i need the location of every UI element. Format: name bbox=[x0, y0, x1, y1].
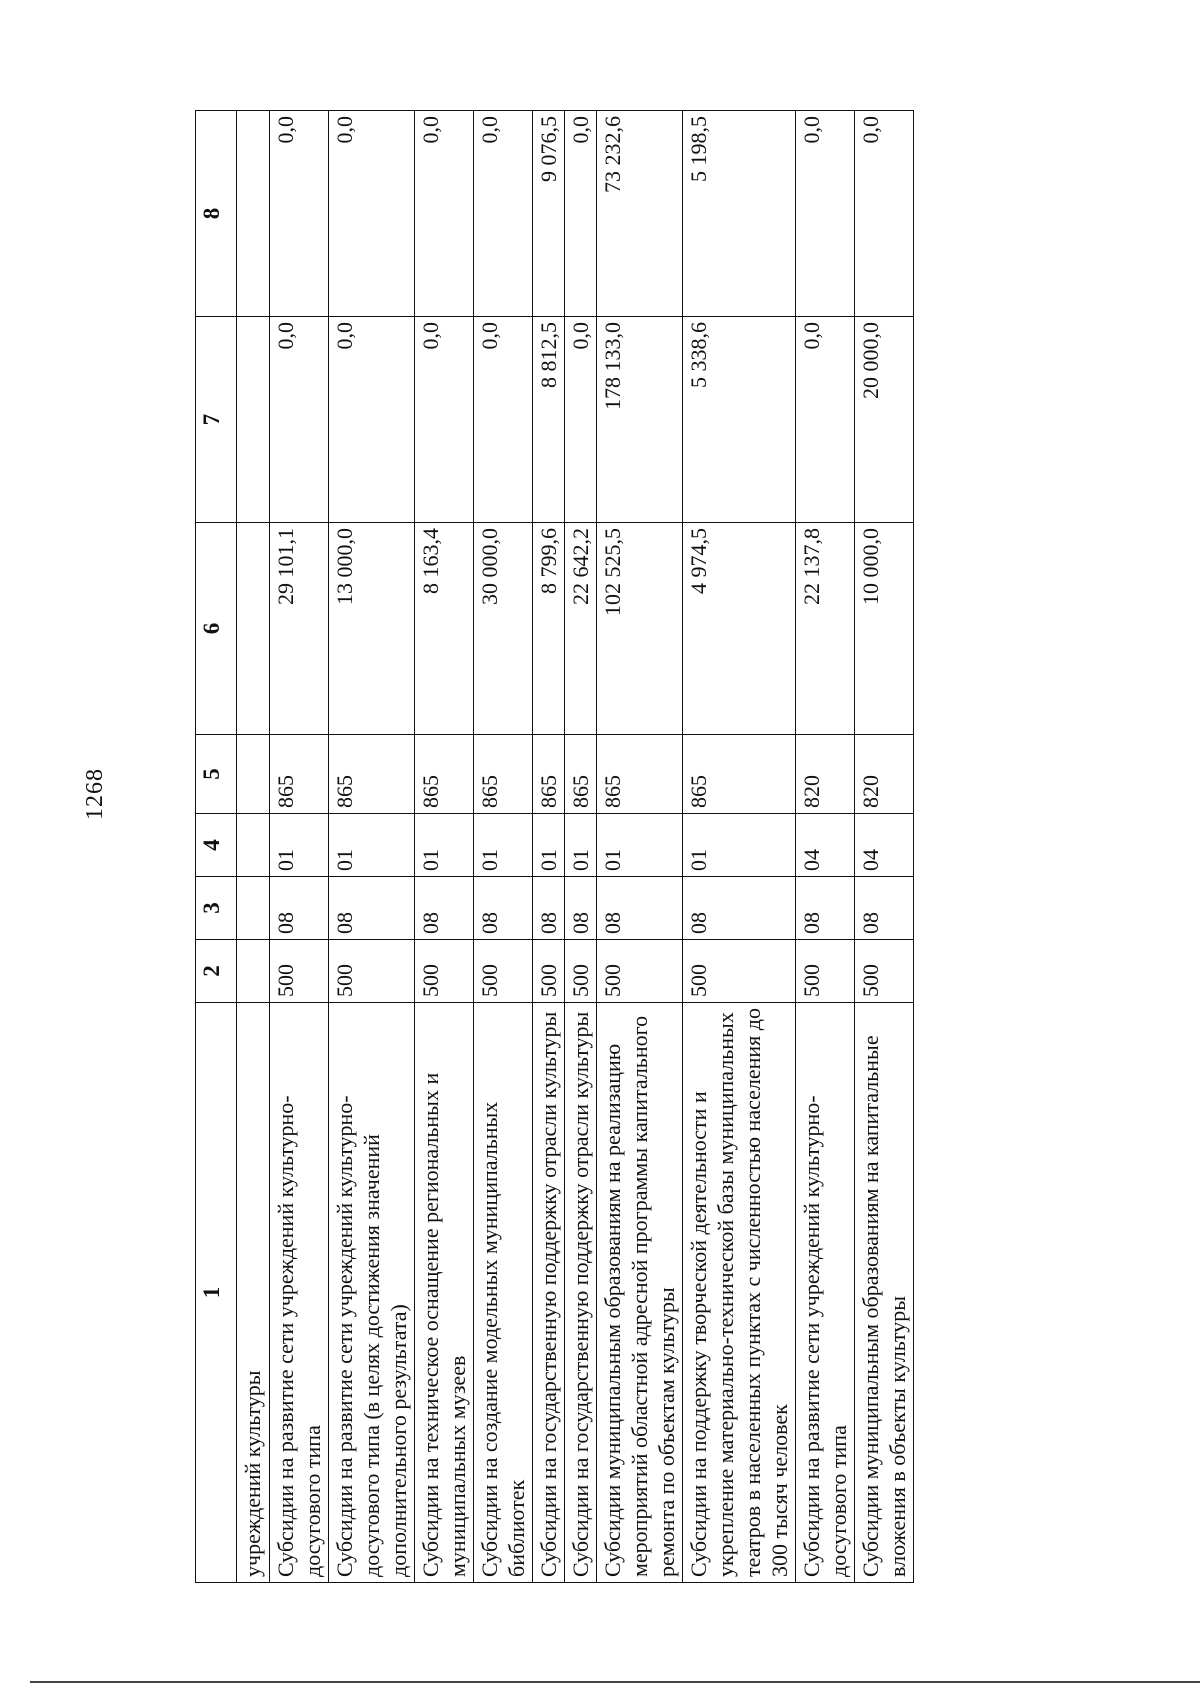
cell-col4: 04 bbox=[796, 814, 855, 877]
cell-col2: 500 bbox=[329, 940, 415, 1003]
cell-col6: 102 525,5 bbox=[597, 523, 683, 735]
cell-col6: 4 974,5 bbox=[683, 523, 796, 735]
cell-col6: 8 799,6 bbox=[533, 523, 565, 735]
cell-col2: 500 bbox=[565, 940, 597, 1003]
cell-col5: 865 bbox=[533, 735, 565, 814]
table-header-row bbox=[196, 111, 237, 1583]
cell-col3: 08 bbox=[855, 877, 914, 940]
cell-col4: 01 bbox=[533, 814, 565, 877]
cell-col8: 0,0 bbox=[329, 111, 415, 317]
cell-col8: 0,0 bbox=[565, 111, 597, 317]
cell-col8: 0,0 bbox=[270, 111, 329, 317]
cell-col8: 73 232,6 bbox=[597, 111, 683, 317]
cell-col4: 01 bbox=[474, 814, 533, 877]
column-header: 4 bbox=[196, 814, 237, 877]
cell-col5: 820 bbox=[855, 735, 914, 814]
cell-col5: 865 bbox=[565, 735, 597, 814]
cell-col6: 8 163,4 bbox=[415, 523, 474, 735]
row-name: Субсидии на техническое оснащение региональных и муниципальных музеев bbox=[415, 1003, 474, 1583]
cell-col6: 10 000,0 bbox=[855, 523, 914, 735]
row-name: Субсидии на развитие сети учреждений культурно-досугового типа bbox=[270, 1003, 329, 1583]
cell-col3: 08 bbox=[796, 877, 855, 940]
row-name: Субсидии на государственную поддержку отрасли культуры bbox=[533, 1003, 565, 1583]
cell-col3: 08 bbox=[474, 877, 533, 940]
page-bottom-rule bbox=[30, 1681, 1200, 1683]
cell-col8: 0,0 bbox=[415, 111, 474, 317]
budget-table bbox=[195, 110, 914, 1583]
column-header: 2 bbox=[196, 940, 237, 1003]
table-row bbox=[565, 111, 597, 1583]
cell-col2: 500 bbox=[597, 940, 683, 1003]
cell-col4: 01 bbox=[329, 814, 415, 877]
table-row bbox=[533, 111, 565, 1583]
cell-col7: 0,0 bbox=[415, 317, 474, 523]
row-name: Субсидии на развитие сети учреждений культурно-досугового типа bbox=[796, 1003, 855, 1583]
cell-col8: 0,0 bbox=[474, 111, 533, 317]
cell-col5: 865 bbox=[474, 735, 533, 814]
section-label-row bbox=[237, 111, 270, 1583]
cell-col3: 08 bbox=[270, 877, 329, 940]
column-header: 1 bbox=[196, 1003, 237, 1583]
page-number: 1268 bbox=[82, 768, 108, 820]
table-row bbox=[683, 111, 796, 1583]
cell-col4: 01 bbox=[565, 814, 597, 877]
cell-col3: 08 bbox=[597, 877, 683, 940]
cell-col5: 865 bbox=[329, 735, 415, 814]
table-row bbox=[796, 111, 855, 1583]
cell-col4: 01 bbox=[597, 814, 683, 877]
table-row bbox=[270, 111, 329, 1583]
cell-col6: 30 000,0 bbox=[474, 523, 533, 735]
table-row bbox=[329, 111, 415, 1583]
table-row bbox=[415, 111, 474, 1583]
cell-col8: 0,0 bbox=[855, 111, 914, 317]
row-name: Субсидии муниципальным образованиям на реализацию мероприятий областной адресной программы капитального ремонта по объектам культуры bbox=[597, 1003, 683, 1583]
row-name: Субсидии муниципальным образованиям на капитальные вложения в объекты культуры bbox=[855, 1003, 914, 1583]
cell-col6: 22 137,8 bbox=[796, 523, 855, 735]
cell-col7: 8 812,5 bbox=[533, 317, 565, 523]
cell-col7: 0,0 bbox=[329, 317, 415, 523]
row-name: Субсидии на государственную поддержку отрасли культуры bbox=[565, 1003, 597, 1583]
column-header: 5 bbox=[196, 735, 237, 814]
cell-col8: 5 198,5 bbox=[683, 111, 796, 317]
cell-col7: 0,0 bbox=[270, 317, 329, 523]
table-row bbox=[597, 111, 683, 1583]
cell-col5: 865 bbox=[597, 735, 683, 814]
cell-col7: 5 338,6 bbox=[683, 317, 796, 523]
cell-col2: 500 bbox=[474, 940, 533, 1003]
cell-col7: 0,0 bbox=[565, 317, 597, 523]
cell-col7: 178 133,0 bbox=[597, 317, 683, 523]
cell-col2: 500 bbox=[796, 940, 855, 1003]
cell-col3: 08 bbox=[683, 877, 796, 940]
cell-col4: 01 bbox=[683, 814, 796, 877]
cell-col4: 01 bbox=[415, 814, 474, 877]
column-header: 3 bbox=[196, 877, 237, 940]
cell-col5: 865 bbox=[270, 735, 329, 814]
cell-col8: 9 076,5 bbox=[533, 111, 565, 317]
cell-col6: 29 101,1 bbox=[270, 523, 329, 735]
row-name: Субсидии на развитие сети учреждений культурно-досугового типа (в целях достижения значений дополнительного результата) bbox=[329, 1003, 415, 1583]
cell-col5: 820 bbox=[796, 735, 855, 814]
cell-col4: 01 bbox=[270, 814, 329, 877]
cell-col7: 0,0 bbox=[796, 317, 855, 523]
cell-col2: 500 bbox=[855, 940, 914, 1003]
budget-table-container bbox=[195, 111, 914, 1583]
column-header: 7 bbox=[196, 317, 237, 523]
row-name: Субсидии на поддержку творческой деятельности и укрепление материально-технической базы муниципальных театров в населенных пунктах с численностью населения до 300 тысяч человек bbox=[683, 1003, 796, 1583]
cell-col5: 865 bbox=[683, 735, 796, 814]
table-row bbox=[474, 111, 533, 1583]
cell-col7: 20 000,0 bbox=[855, 317, 914, 523]
cell-col6: 22 642,2 bbox=[565, 523, 597, 735]
table-row bbox=[855, 111, 914, 1583]
cell-col4: 04 bbox=[855, 814, 914, 877]
cell-col2: 500 bbox=[415, 940, 474, 1003]
cell-col3: 08 bbox=[565, 877, 597, 940]
column-header: 6 bbox=[196, 523, 237, 735]
cell-col3: 08 bbox=[329, 877, 415, 940]
cell-col2: 500 bbox=[270, 940, 329, 1003]
column-header: 8 bbox=[196, 111, 237, 317]
cell-col2: 500 bbox=[533, 940, 565, 1003]
cell-col3: 08 bbox=[415, 877, 474, 940]
cell-col6: 13 000,0 bbox=[329, 523, 415, 735]
cell-col3: 08 bbox=[533, 877, 565, 940]
cell-col5: 865 bbox=[415, 735, 474, 814]
cell-col2: 500 bbox=[683, 940, 796, 1003]
row-name: Субсидии на создание модельных муниципальных библиотек bbox=[474, 1003, 533, 1583]
cell-col8: 0,0 bbox=[796, 111, 855, 317]
section-label: учреждений культуры bbox=[237, 1003, 270, 1583]
cell-col7: 0,0 bbox=[474, 317, 533, 523]
